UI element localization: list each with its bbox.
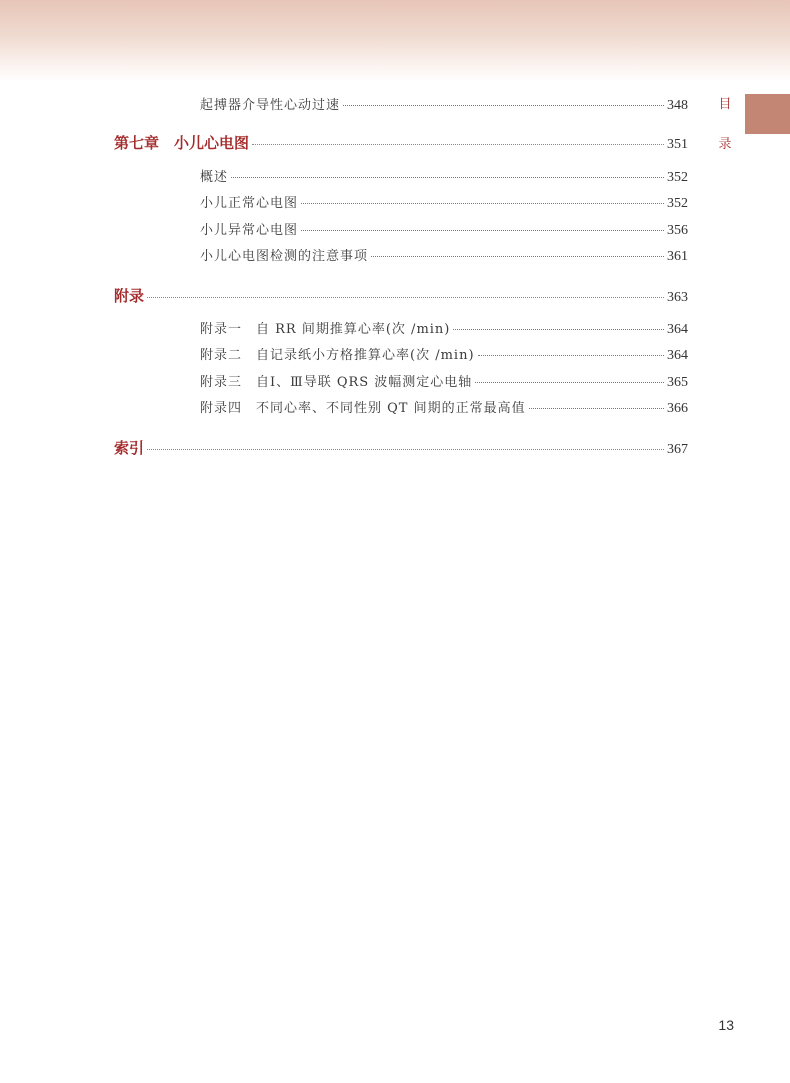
toc-entry-page: 365 [667,375,688,390]
toc-entry[interactable] [200,344,688,364]
toc-entry-title: 附录 [114,287,145,305]
toc-entry-label: 附录二 [200,348,243,363]
toc-leader [453,329,664,330]
side-tab-marker [745,94,790,134]
toc-entry-page: 352 [667,196,688,211]
toc-leader [252,144,664,145]
toc-entry-label: 附录四 [200,401,243,416]
toc-entry-title: 索引 [114,439,145,457]
toc-entry-page: 356 [667,223,688,238]
toc-entry[interactable] [200,318,688,338]
toc-leader [301,230,664,231]
toc-entry-title: 自记录纸小方格推算心率(次 /min) [256,348,475,363]
toc-entry-page: 367 [667,442,688,457]
toc-entry-page: 366 [667,401,688,416]
toc-leader [529,408,664,409]
toc-entry[interactable] [200,397,688,417]
toc-leader [147,449,664,450]
toc-entry-page: 364 [667,348,688,363]
toc-entry-title: 自 RR 间期推算心率(次 /min) [256,322,451,337]
toc-leader [343,105,664,106]
toc-entry-page: 363 [667,290,688,305]
toc-entry-title: 第七章 小儿心电图 [114,134,250,152]
toc-entry[interactable] [200,245,688,265]
toc-leader [371,256,664,257]
toc-entry[interactable] [200,192,688,212]
header-band [0,0,790,82]
toc-leader [478,355,664,356]
toc-leader [147,297,664,298]
side-label-char-2: 录 [718,137,732,152]
toc-leader [231,177,664,178]
page-number: 13 [718,1017,734,1033]
toc-entry-page: 348 [667,98,688,113]
toc-chapter-heading[interactable] [114,132,688,153]
toc-entry-label: 附录一 [200,322,243,337]
toc-entry-title: 不同心率、不同性别 QT 间期的正常最高值 [256,401,526,416]
toc-entry-title: 概述 [200,170,229,185]
toc-entry-title: 小儿正常心电图 [200,196,299,211]
toc-leader [301,203,664,204]
toc-entry-title: 自Ⅰ、Ⅲ导联 QRS 波幅测定心电轴 [256,375,473,390]
toc-leader [475,382,664,383]
toc-entry-page: 361 [667,249,688,264]
toc-entry[interactable] [200,371,688,391]
toc-entry[interactable] [200,166,688,186]
toc-entry-page: 364 [667,322,688,337]
toc-appendix-heading[interactable] [114,285,688,306]
toc-index-heading[interactable] [114,437,688,458]
toc-entry[interactable] [200,219,688,239]
toc-entry-title: 小儿心电图检测的注意事项 [200,249,369,264]
toc-entry-label: 附录三 [200,375,243,390]
toc-entry-title: 小儿异常心电图 [200,223,299,238]
side-label-char-1: 目 [718,97,732,112]
toc-entry-title: 起搏器介导性心动过速 [200,98,341,113]
toc-entry-page: 352 [667,170,688,185]
toc-entry[interactable] [200,94,688,114]
toc-entry-page: 351 [667,137,688,152]
